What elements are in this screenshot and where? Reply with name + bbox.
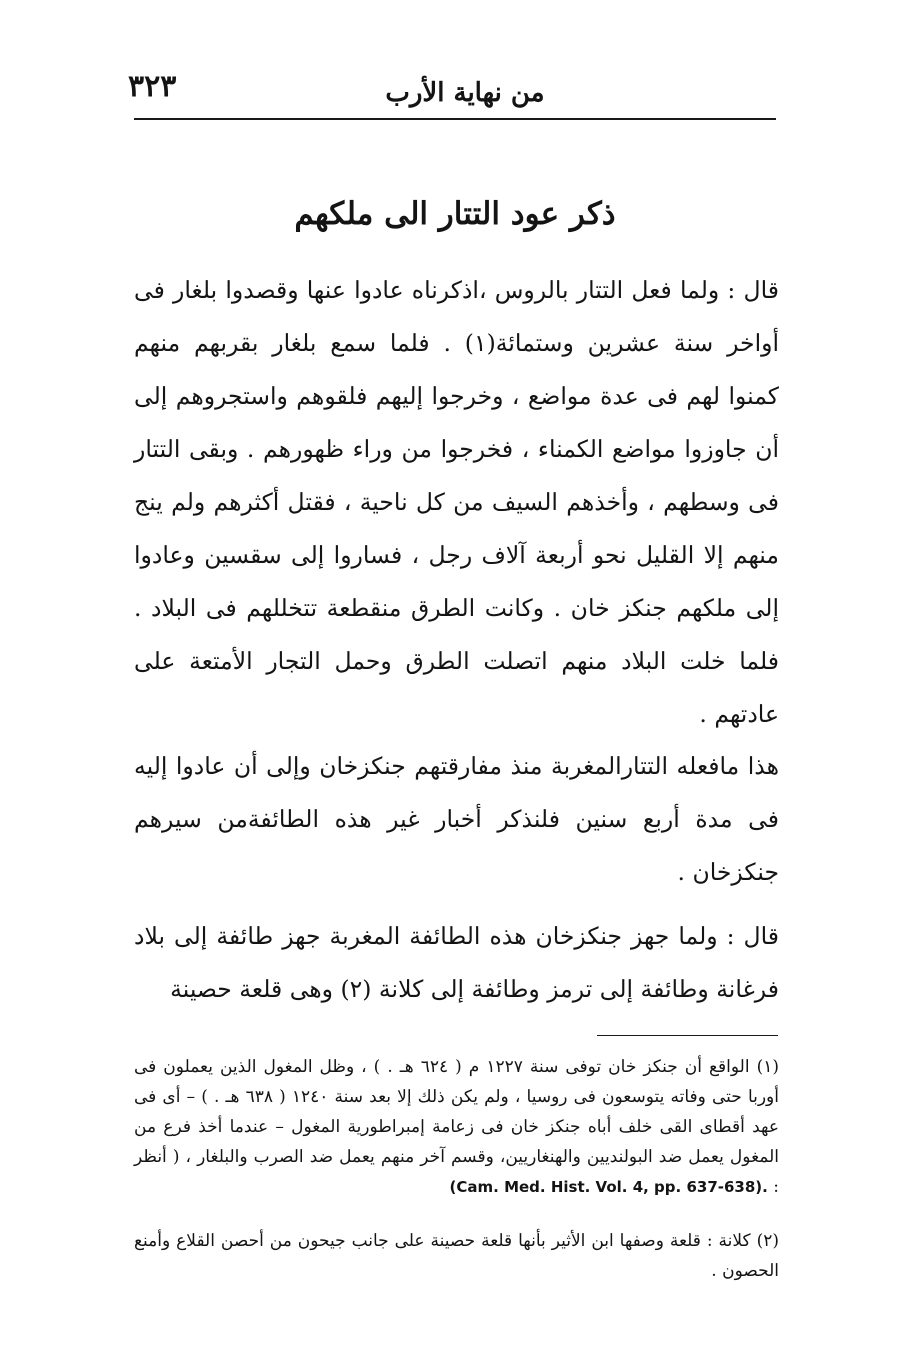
body-paragraph-3: قال : ولما جهز جنكزخان هذه الطائفة المغربة جهز طائفة إلى بلاد فرغانة وطائفة إلى ترمز وطائفة إلى كلانة (٢) وهى قلعة حصينة	[134, 922, 779, 1003]
header-rule	[134, 118, 776, 120]
footnote-1	[134, 1052, 779, 1202]
running-header: من نهاية الأرب	[385, 78, 545, 108]
footnote-1-text: (١) الواقع أن جنكز خان توفى سنة ١٢٢٧ م ( ٦٢٤ هـ . ) ، وظل المغول الذين يعملون فى أوربا حتى وفاته يتوسعون فى روسيا ، ولم يكن ذلك إلا بعد سنة ١٢٤٠ ( ٦٣٨ هـ . ) – أى فى عهد أقطاى القى خلف أباه جنكز خان فى زعامة إمبراطورية المغول – عندما أخذ فرع من المغول يعمل ضد البولنديين والهنغاريين، وقسم آخر منهم يعمل ضد الصرب والبلغار ، ( أنظر :	[134, 1057, 779, 1197]
footnote-2: (٢) كلانة : قلعة وصفها ابن الأثير بأنها قلعة حصينة على جانب جيحون من أحصن القلاع وأمنع الحصون .	[134, 1231, 779, 1281]
body-paragraph-1: قال : ولما فعل التتار بالروس ،اذكرناه عادوا عنها وقصدوا بلغار فى أواخر سنة عشرين وستمائة(١) . فلما سمع بلغار بقربهم منهم كمنوا لهم فى عدة مواضع ، وخرجوا إليهم فلقوهم واستجروهم إلى أن جاوزوا مواضع الكمناء ، فخرجوا من وراء ظهورهم . وبقى التتار فى وسطهم ، وأخذهم السيف من كل ناحية ، فقتل أكثرهم ولم ينج منهم إلا القليل نحو أربعة آلاف رجل ، فساروا إلى سقسين وعادوا إلى ملكهم جنكز خان . وكانت الطرق منقطعة تتخللهم فى البلاد . فلما خلت البلاد منهم اتصلت الطرق وحمل التجار الأمتعة على عادتهم .	[134, 276, 779, 728]
section-title: ذكر عود التتار الى ملكهم	[294, 196, 616, 232]
footnote-1-citation: (Cam. Med. Hist. Vol. 4, pp. 637-638).	[449, 1178, 768, 1196]
page-number: ٣٢٣	[128, 69, 177, 104]
body-paragraph-2: هذا مافعله التتارالمغربة منذ مفارقتهم جنكزخان وإلى أن عادوا إليه فى مدة أربع سنين فلنذكر أخبار غير هذه الطائفةمن سيرهم جنكزخان .	[134, 752, 779, 886]
footnote-rule	[597, 1035, 778, 1036]
